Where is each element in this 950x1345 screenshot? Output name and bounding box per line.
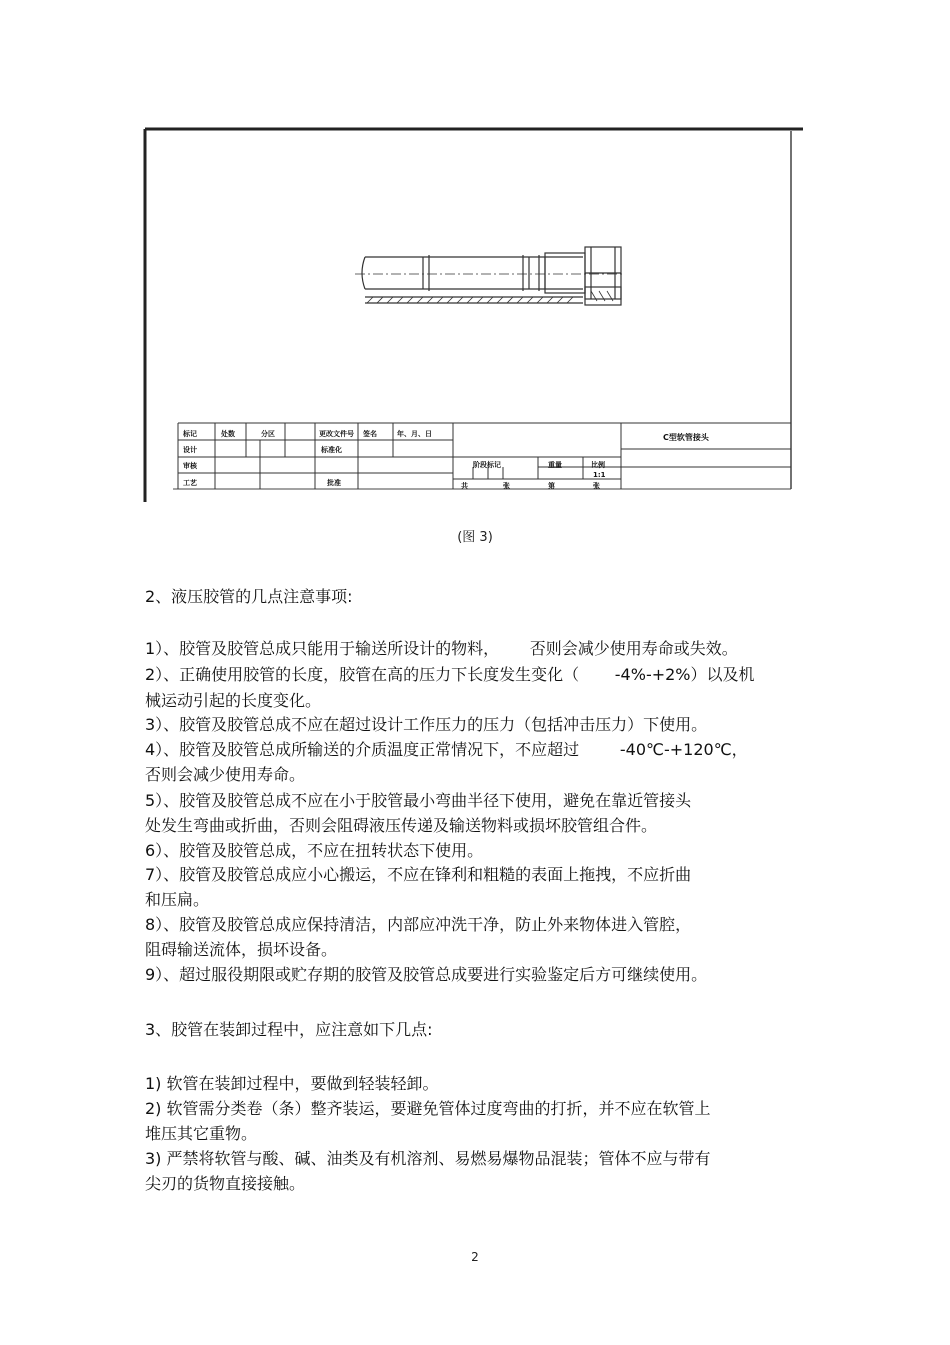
paragraph-line: 9）、超过服役期限或贮存期的胶管及胶管总成要进行实验鉴定后方可继续使用。 (145, 965, 708, 984)
paragraph-line: 1) 软管在装卸过程中，要做到轻装轻卸。 (145, 1074, 439, 1093)
hose-fitting-drawing (355, 247, 623, 305)
svg-text:标准化: 标准化 (321, 446, 342, 454)
paragraph-line: 1）、胶管及胶管总成只能用于输送所设计的物料， 否则会减少使用寿命或失效。 (145, 639, 738, 658)
drawing-title: C型软管接头 (663, 433, 709, 442)
svg-text:共: 共 (461, 482, 468, 490)
figure-caption: (图 3) (457, 530, 493, 545)
section-heading: 2、液压胶管的几点注意事项: (145, 587, 353, 606)
svg-text:张: 张 (503, 482, 510, 490)
drawing-sheet (143, 127, 805, 502)
scale-value: 1:1 (593, 471, 606, 479)
svg-text:签名: 签名 (363, 430, 377, 438)
paragraph-line: 5）、胶管及胶管总成不应在小于胶管最小弯曲半径下使用，避免在靠近管接头 (145, 791, 692, 810)
svg-text:重量: 重量 (548, 461, 562, 469)
svg-text:张: 张 (593, 482, 600, 490)
section-heading: 3、胶管在装卸过程中，应注意如下几点: (145, 1020, 433, 1039)
paragraph-line: 否则会减少使用寿命。 (145, 765, 306, 784)
paragraph-line: 6）、胶管及胶管总成，不应在扭转状态下使用。 (145, 841, 484, 860)
paragraph-line: 4）、胶管及胶管总成所输送的介质温度正常情况下，不应超过 -40℃-+120℃， (145, 740, 748, 759)
svg-text:更改文件号: 更改文件号 (319, 430, 354, 438)
paragraph-line: 械运动引起的长度变化。 (145, 691, 322, 710)
technical-drawing-figure (143, 127, 805, 502)
page-number: 2 (471, 1250, 479, 1264)
paragraph-line: 7）、胶管及胶管总成应小心搬运，不应在锋利和粗糙的表面上拖拽，不应折曲 (145, 865, 692, 884)
svg-text:比例: 比例 (591, 461, 605, 469)
paragraph-line: 3）、胶管及胶管总成不应在超过设计工作压力的压力（包括冲击压力）下使用。 (145, 715, 708, 734)
paragraph-line: 处发生弯曲或折曲，否则会阻碍液压传递及输送物料或损坏胶管组合件。 (145, 816, 658, 835)
svg-text:设计: 设计 (183, 446, 197, 454)
svg-text:标记: 标记 (183, 430, 197, 438)
paragraph-line: 2）、正确使用胶管的长度，胶管在高的压力下长度发生变化（ -4%-+2%）以及机 (145, 665, 755, 684)
paragraph-line: 3) 严禁将软管与酸、碱、油类及有机溶剂、易燃易爆物品混装；管体不应与带有 (145, 1149, 711, 1168)
paragraph-line: 2) 软管需分类卷（条）整齐装运，要避免管体过度弯曲的打折，并不应在软管上 (145, 1099, 711, 1118)
svg-text:工艺: 工艺 (183, 479, 197, 487)
paragraph-line: 和压扁。 (145, 890, 210, 909)
paragraph-line: 尖刃的货物直接接触。 (145, 1174, 306, 1193)
svg-text:第: 第 (548, 482, 555, 490)
title-block-text (182, 429, 710, 490)
paragraph-line: 阻碍输送流体，损坏设备。 (145, 940, 338, 959)
paragraph-line: 堆压其它重物。 (145, 1124, 258, 1143)
svg-text:审核: 审核 (183, 462, 197, 470)
paragraph-line: 8）、胶管及胶管总成应保持清洁，内部应冲洗干净，防止外来物体进入管腔， (145, 915, 692, 934)
svg-text:处数: 处数 (221, 430, 235, 438)
svg-text:批准: 批准 (327, 479, 341, 487)
svg-text:年、月、日: 年、月、日 (397, 430, 432, 438)
svg-text:阶段标记: 阶段标记 (473, 461, 501, 469)
svg-text:分区: 分区 (261, 430, 275, 438)
